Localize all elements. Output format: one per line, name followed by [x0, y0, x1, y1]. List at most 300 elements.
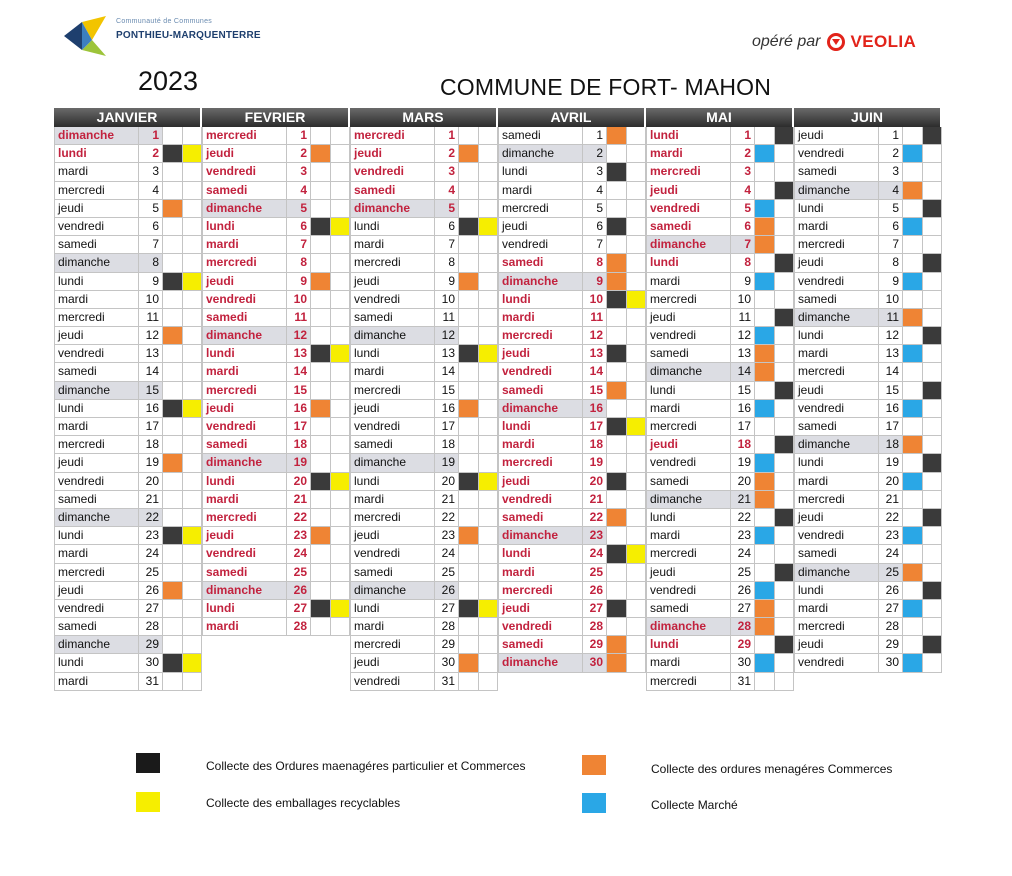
- collection-cell-1: [458, 418, 478, 435]
- day-name-cell: samedi: [498, 509, 582, 526]
- collection-cell-2: [330, 673, 350, 690]
- day-number-cell: 21: [730, 491, 754, 508]
- day-row: [498, 254, 646, 272]
- collection-cell-2: [182, 436, 202, 453]
- day-number-cell: 21: [878, 491, 902, 508]
- collection-cell-1: [162, 182, 182, 199]
- collection-marker-black: [310, 345, 330, 362]
- org-subtitle: Communauté de Communes: [116, 18, 213, 25]
- collection-cell-2: [626, 582, 646, 599]
- collection-cell-2: [182, 254, 202, 271]
- collection-marker-orange: [902, 309, 922, 326]
- day-row: [202, 618, 350, 636]
- collection-cell-1: [310, 127, 330, 144]
- day-row: [202, 363, 350, 381]
- collection-cell-1: [162, 236, 182, 253]
- day-row: [54, 400, 202, 418]
- collection-cell-2: [478, 654, 498, 671]
- month-header: MAI: [646, 108, 794, 127]
- collection-cell-2: [626, 473, 646, 490]
- day-row: [794, 236, 942, 254]
- day-row: [350, 200, 498, 218]
- day-row: [794, 400, 942, 418]
- collection-cell-2: [626, 254, 646, 271]
- collection-cell-2: [182, 218, 202, 235]
- day-number-cell: 7: [730, 236, 754, 253]
- collection-marker-orange: [754, 473, 774, 490]
- day-row: [350, 473, 498, 491]
- legend-swatch-orange: [582, 755, 606, 775]
- day-name-cell: [498, 673, 582, 690]
- day-number-cell: 5: [730, 200, 754, 217]
- day-number-cell: 11: [286, 309, 310, 326]
- day-number-cell: 12: [730, 327, 754, 344]
- day-name-cell: vendredi: [202, 545, 286, 562]
- collection-cell-2: [626, 273, 646, 290]
- day-number-cell: 29: [730, 636, 754, 653]
- day-row: [794, 200, 942, 218]
- day-name-cell: vendredi: [350, 163, 434, 180]
- day-number-cell: 20: [730, 473, 754, 490]
- collection-cell-2: [922, 145, 942, 162]
- collection-cell-1: [310, 564, 330, 581]
- day-name-cell: jeudi: [54, 327, 138, 344]
- day-number-cell: 5: [138, 200, 162, 217]
- collection-cell-2: [774, 163, 794, 180]
- collection-marker-blue: [754, 582, 774, 599]
- day-row: [54, 182, 202, 200]
- day-row: [794, 545, 942, 563]
- day-row: [202, 454, 350, 472]
- day-row: [350, 564, 498, 582]
- day-row: [646, 327, 794, 345]
- collection-cell-2: [626, 309, 646, 326]
- day-row: [498, 418, 646, 436]
- day-row: [794, 473, 942, 491]
- collection-cell-1: [902, 200, 922, 217]
- day-row: [794, 582, 942, 600]
- day-row: [794, 636, 942, 654]
- day-row: [202, 545, 350, 563]
- collection-marker-orange: [754, 363, 774, 380]
- day-number-cell: [286, 654, 310, 671]
- day-number-cell: 19: [730, 454, 754, 471]
- collection-cell-2: [774, 618, 794, 635]
- day-name-cell: vendredi: [646, 582, 730, 599]
- day-name-cell: samedi: [350, 564, 434, 581]
- day-number-cell: 21: [582, 491, 606, 508]
- collection-cell-1: [162, 363, 182, 380]
- collection-marker-orange: [162, 582, 182, 599]
- collection-cell-2: [774, 273, 794, 290]
- collection-cell-2: [182, 600, 202, 617]
- day-row: [350, 236, 498, 254]
- collection-cell-2: [182, 200, 202, 217]
- collection-cell-2: [774, 345, 794, 362]
- day-number-cell: 23: [434, 527, 458, 544]
- day-number-cell: 2: [138, 145, 162, 162]
- collection-marker-orange: [458, 145, 478, 162]
- day-name-cell: lundi: [794, 200, 878, 217]
- day-name-cell: mercredi: [794, 363, 878, 380]
- collection-cell-2: [922, 473, 942, 490]
- day-row: [202, 145, 350, 163]
- collection-cell-2: [478, 545, 498, 562]
- day-number-cell: 16: [878, 400, 902, 417]
- collection-cell-2: [922, 418, 942, 435]
- day-row: [350, 636, 498, 654]
- collection-marker-orange: [902, 182, 922, 199]
- collection-cell-1: [310, 163, 330, 180]
- day-row: [54, 309, 202, 327]
- day-name-cell: mardi: [794, 218, 878, 235]
- collection-cell-1: [606, 618, 626, 635]
- day-name-cell: mercredi: [794, 491, 878, 508]
- day-name-cell: samedi: [646, 600, 730, 617]
- collection-marker-yellow: [478, 218, 498, 235]
- day-number-cell: 17: [878, 418, 902, 435]
- collection-cell-1: [458, 509, 478, 526]
- collection-cell-1: [162, 163, 182, 180]
- day-number-cell: 11: [434, 309, 458, 326]
- day-number-cell: 28: [730, 618, 754, 635]
- collection-marker-black: [774, 127, 794, 144]
- day-number-cell: 6: [878, 218, 902, 235]
- day-row: [350, 182, 498, 200]
- collection-cell-1: [902, 327, 922, 344]
- day-row: [202, 127, 350, 145]
- collection-cell-1: [162, 127, 182, 144]
- day-name-cell: jeudi: [54, 582, 138, 599]
- day-number-cell: 26: [730, 582, 754, 599]
- day-row: [498, 345, 646, 363]
- day-name-cell: lundi: [646, 382, 730, 399]
- day-name-cell: lundi: [794, 454, 878, 471]
- collection-cell-2: [478, 291, 498, 308]
- collection-marker-black: [162, 273, 182, 290]
- day-number-cell: 19: [582, 454, 606, 471]
- day-row: [794, 491, 942, 509]
- day-name-cell: dimanche: [646, 491, 730, 508]
- day-name-cell: samedi: [350, 182, 434, 199]
- collection-cell-2: [626, 182, 646, 199]
- collection-cell-1: [310, 582, 330, 599]
- collection-marker-black: [606, 418, 626, 435]
- day-number-cell: 17: [138, 418, 162, 435]
- collection-cell-1: [310, 509, 330, 526]
- day-number-cell: [286, 673, 310, 690]
- collection-cell-2: [330, 491, 350, 508]
- day-number-cell: 20: [582, 473, 606, 490]
- day-row: [794, 327, 942, 345]
- day-number-cell: 15: [878, 382, 902, 399]
- collection-cell-1: [310, 182, 330, 199]
- day-name-cell: mercredi: [498, 327, 582, 344]
- month-header: MARS: [350, 108, 498, 127]
- collection-cell-1: [162, 382, 182, 399]
- day-row: [202, 491, 350, 509]
- month-header: FEVRIER: [202, 108, 350, 127]
- day-name-cell: mercredi: [350, 382, 434, 399]
- day-name-cell: [794, 673, 878, 690]
- collection-cell-1: [310, 236, 330, 253]
- collection-cell-2: [922, 400, 942, 417]
- day-row: [646, 163, 794, 181]
- day-number-cell: 3: [138, 163, 162, 180]
- day-row: [498, 200, 646, 218]
- day-row: [202, 309, 350, 327]
- collection-marker-orange: [162, 200, 182, 217]
- collection-marker-black: [774, 254, 794, 271]
- collection-cell-2: [330, 236, 350, 253]
- collection-cell-2: [478, 673, 498, 690]
- day-number-cell: 2: [286, 145, 310, 162]
- day-number-cell: 4: [138, 182, 162, 199]
- day-row: [498, 327, 646, 345]
- collection-cell-2: [478, 436, 498, 453]
- day-row: [202, 345, 350, 363]
- day-row: [202, 564, 350, 582]
- collection-cell-1: [902, 618, 922, 635]
- collection-cell-1: [458, 454, 478, 471]
- collection-cell-1: [754, 564, 774, 581]
- day-name-cell: mardi: [350, 363, 434, 380]
- collection-cell-1: [754, 436, 774, 453]
- day-number-cell: 5: [286, 200, 310, 217]
- day-number-cell: 19: [878, 454, 902, 471]
- day-number-cell: 27: [286, 600, 310, 617]
- day-name-cell: jeudi: [350, 273, 434, 290]
- day-name-cell: lundi: [794, 582, 878, 599]
- collection-cell-1: [458, 436, 478, 453]
- day-row: [54, 491, 202, 509]
- collection-cell-2: [922, 527, 942, 544]
- day-name-cell: jeudi: [350, 654, 434, 671]
- day-name-cell: dimanche: [794, 309, 878, 326]
- collection-marker-black: [774, 509, 794, 526]
- day-number-cell: 3: [434, 163, 458, 180]
- day-name-cell: mardi: [498, 309, 582, 326]
- collection-cell-1: [310, 418, 330, 435]
- collection-marker-orange: [754, 618, 774, 635]
- day-row: [498, 509, 646, 527]
- collection-cell-2: [922, 564, 942, 581]
- day-number-cell: 4: [286, 182, 310, 199]
- collection-cell-1: [754, 509, 774, 526]
- day-row: [350, 145, 498, 163]
- day-row: [498, 309, 646, 327]
- day-row: [202, 382, 350, 400]
- day-name-cell: vendredi: [794, 145, 878, 162]
- collection-cell-1: [754, 127, 774, 144]
- collection-marker-black: [606, 545, 626, 562]
- collection-marker-black: [606, 218, 626, 235]
- day-number-cell: 2: [878, 145, 902, 162]
- day-number-cell: 29: [434, 636, 458, 653]
- day-row: [646, 618, 794, 636]
- day-row: [794, 527, 942, 545]
- collection-marker-yellow: [330, 473, 350, 490]
- day-row: [646, 436, 794, 454]
- collection-marker-blue: [902, 527, 922, 544]
- collection-cell-1: [606, 400, 626, 417]
- day-row: [794, 618, 942, 636]
- day-name-cell: mardi: [202, 236, 286, 253]
- day-row: [646, 545, 794, 563]
- day-number-cell: 13: [138, 345, 162, 362]
- month-header: JUIN: [794, 108, 942, 127]
- collection-marker-black: [922, 327, 942, 344]
- day-name-cell: mercredi: [350, 636, 434, 653]
- collection-marker-orange: [754, 491, 774, 508]
- collection-marker-yellow: [478, 345, 498, 362]
- day-number-cell: [582, 673, 606, 690]
- collection-marker-blue: [754, 145, 774, 162]
- day-name-cell: lundi: [498, 545, 582, 562]
- collection-cell-2: [774, 673, 794, 690]
- collection-cell-1: [458, 236, 478, 253]
- collection-cell-2: [182, 382, 202, 399]
- day-row: [54, 291, 202, 309]
- day-row: [202, 582, 350, 600]
- day-name-cell: vendredi: [498, 236, 582, 253]
- day-row: [350, 363, 498, 381]
- collection-cell-1: [902, 673, 922, 690]
- day-name-cell: [202, 654, 286, 671]
- collection-cell-2: [626, 673, 646, 690]
- day-name-cell: jeudi: [498, 600, 582, 617]
- day-name-cell: vendredi: [498, 618, 582, 635]
- day-number-cell: 9: [730, 273, 754, 290]
- month-header: AVRIL: [498, 108, 646, 127]
- collection-cell-2: [330, 400, 350, 417]
- collection-cell-2: [478, 564, 498, 581]
- day-number-cell: 30: [582, 654, 606, 671]
- collection-cell-1: [754, 673, 774, 690]
- collection-cell-2: [182, 491, 202, 508]
- day-name-cell: samedi: [202, 436, 286, 453]
- day-name-cell: mercredi: [202, 254, 286, 271]
- day-number-cell: 27: [434, 600, 458, 617]
- collection-cell-1: [458, 618, 478, 635]
- day-row: [646, 145, 794, 163]
- day-name-cell: samedi: [646, 345, 730, 362]
- day-number-cell: 26: [286, 582, 310, 599]
- day-row: [498, 291, 646, 309]
- day-row: [350, 345, 498, 363]
- collection-cell-2: [330, 436, 350, 453]
- day-row: [54, 473, 202, 491]
- day-number-cell: 16: [582, 400, 606, 417]
- day-row: [202, 273, 350, 291]
- day-row: [54, 582, 202, 600]
- collection-marker-blue: [754, 400, 774, 417]
- collection-cell-2: [330, 254, 350, 271]
- month-column-janvier: [54, 108, 202, 691]
- day-row: [646, 127, 794, 145]
- day-name-cell: lundi: [498, 418, 582, 435]
- legend-swatch-yellow: [136, 792, 160, 812]
- day-name-cell: mercredi: [646, 291, 730, 308]
- day-number-cell: 3: [878, 163, 902, 180]
- day-row: [350, 673, 498, 691]
- collection-cell-1: [754, 291, 774, 308]
- legend-label-black: Collecte des Ordures maenagéres particulier et Commerces: [206, 759, 526, 773]
- collection-marker-black: [774, 382, 794, 399]
- day-number-cell: 16: [434, 400, 458, 417]
- collection-cell-1: [162, 564, 182, 581]
- collection-cell-2: [478, 163, 498, 180]
- day-row: [350, 309, 498, 327]
- collection-cell-2: [626, 218, 646, 235]
- collection-cell-2: [774, 236, 794, 253]
- day-row: [202, 291, 350, 309]
- day-number-cell: 13: [434, 345, 458, 362]
- collection-cell-1: [162, 473, 182, 490]
- day-name-cell: vendredi: [350, 673, 434, 690]
- collection-cell-2: [330, 291, 350, 308]
- day-row: [646, 636, 794, 654]
- day-number-cell: 22: [730, 509, 754, 526]
- day-number-cell: 14: [582, 363, 606, 380]
- collection-cell-1: [162, 509, 182, 526]
- day-name-cell: lundi: [202, 218, 286, 235]
- collection-marker-orange: [902, 436, 922, 453]
- day-name-cell: samedi: [350, 309, 434, 326]
- day-row: [646, 236, 794, 254]
- day-name-cell: dimanche: [202, 454, 286, 471]
- day-number-cell: 30: [878, 654, 902, 671]
- day-name-cell: vendredi: [646, 454, 730, 471]
- day-number-cell: 6: [138, 218, 162, 235]
- collection-cell-2: [478, 400, 498, 417]
- collection-cell-1: [902, 636, 922, 653]
- day-name-cell: vendredi: [350, 418, 434, 435]
- collection-cell-2: [774, 545, 794, 562]
- day-row: [202, 654, 350, 672]
- day-number-cell: 19: [138, 454, 162, 471]
- day-number-cell: 2: [730, 145, 754, 162]
- day-name-cell: lundi: [202, 473, 286, 490]
- day-name-cell: samedi: [794, 291, 878, 308]
- day-name-cell: dimanche: [498, 527, 582, 544]
- day-name-cell: mardi: [54, 291, 138, 308]
- day-name-cell: samedi: [498, 382, 582, 399]
- day-number-cell: 22: [286, 509, 310, 526]
- collection-cell-1: [162, 491, 182, 508]
- day-name-cell: jeudi: [202, 145, 286, 162]
- day-name-cell: mardi: [646, 273, 730, 290]
- org-name: PONTHIEU-MARQUENTERRE: [116, 30, 261, 41]
- collection-cell-2: [478, 200, 498, 217]
- day-number-cell: 12: [286, 327, 310, 344]
- collection-marker-black: [458, 345, 478, 362]
- day-name-cell: mardi: [350, 236, 434, 253]
- collection-marker-yellow: [478, 600, 498, 617]
- collection-marker-black: [162, 145, 182, 162]
- collection-cell-1: [458, 673, 478, 690]
- day-number-cell: 8: [286, 254, 310, 271]
- collection-marker-orange: [754, 345, 774, 362]
- day-name-cell: [202, 636, 286, 653]
- day-row: [350, 600, 498, 618]
- collection-cell-1: [310, 636, 330, 653]
- day-number-cell: 17: [730, 418, 754, 435]
- collection-marker-blue: [754, 454, 774, 471]
- day-number-cell: 15: [434, 382, 458, 399]
- collection-cell-2: [478, 418, 498, 435]
- collection-cell-1: [310, 436, 330, 453]
